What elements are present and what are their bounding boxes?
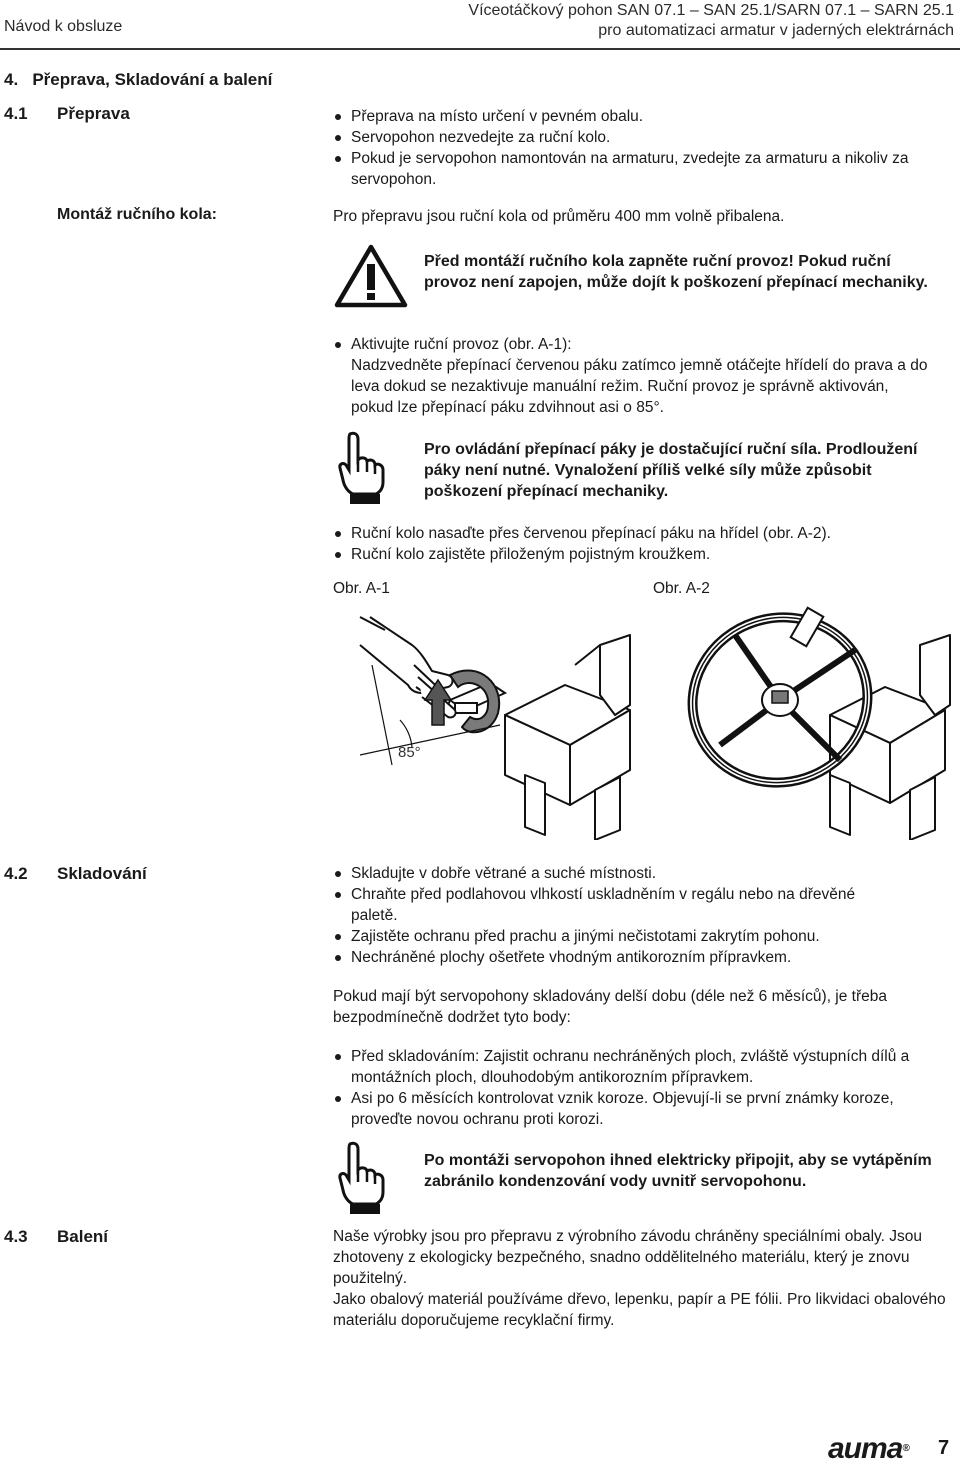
step-list [333, 334, 933, 355]
figure-a1-illustration [330, 605, 640, 840]
list-item: Přeprava na místo určení v pevném obalu. [333, 106, 933, 127]
list-item: Aktivujte ruční provoz (obr. A-1): [333, 334, 933, 355]
list-item: Pokud je servopohon namontován na armaturu, zvedejte za armaturu a nikoliv za servopohon. [333, 148, 933, 190]
warning-text: Před montáží ručního kola zapněte ruční provoz! Pokud ruční provoz není zapojen, může dojít k poškození přepínací mechaniky. [424, 253, 928, 291]
registered-mark: ® [902, 1443, 909, 1454]
list-item: Chraňte před podlahovou vlhkostí uskladněním v regálu nebo na dřevěné paletě. [333, 884, 893, 926]
angle-label: 85° [398, 744, 421, 761]
packaging-disposal-text: Jako obalový materiál používáme dřevo, lepenku, papír a PE fólii. Pro likvidaci obalového materiálu doporučujeme recyklační firmy. [333, 1291, 946, 1329]
handwheel-label: Montáž ručního kola: [57, 206, 217, 223]
list-item: Ruční kolo nasaďte přes červenou přepínací páku na hřídel (obr. A-2). [333, 523, 933, 544]
mounting-list [333, 523, 933, 565]
handwheel-intro: Pro přepravu jsou ruční kola od průměru 400 mm volně přibalena. [333, 208, 785, 225]
list-item: Servopohon nezvedejte za ruční kolo. [333, 127, 933, 148]
brand-logo [828, 1434, 909, 1464]
section-4-1-title: Přeprava [57, 104, 130, 123]
section-title: 4. Přeprava, Skladování a balení [4, 70, 273, 89]
note-text: Pro ovládání přepínací páky je dostačující ruční síla. Prodloužení páky není nutné. Vynaložení příliš velké síly může způsobit poškození přepínací mechaniky. [424, 441, 918, 500]
section-4-3-number: 4.3 [4, 1227, 28, 1246]
warning-icon [334, 244, 408, 308]
figure-a2-label: Obr. A-2 [653, 580, 710, 597]
page-number: 7 [938, 1437, 950, 1459]
list-item: Zajistěte ochranu před prachu a jinými nečistotami zakrytím pohonu. [333, 926, 893, 947]
list-item: Nechráněné plochy ošetřete vhodným antikorozním přípravkem. [333, 947, 893, 968]
longterm-storage-list [333, 1046, 933, 1130]
pointing-hand-icon [336, 1140, 388, 1216]
storage-paragraph: Pokud mají být servopohony skladovány delší dobu (déle než 6 měsíců), je třeba bezpodmínečně dodržet tyto body: [333, 988, 888, 1026]
figure-a1-label: Obr. A-1 [333, 580, 390, 597]
packaging-text: Naše výrobky jsou pro přepravu z výrobního závodu chráněny speciálními obaly. Jsou zhotoveny z ekologicky bezpečného, snadno oddělitelného materiálu, který je znovu použitelný. [333, 1228, 923, 1287]
section-4-1-number: 4.1 [4, 104, 28, 123]
list-item: Před skladováním: Zajistit ochranu nechráněných ploch, zvláště výstupních dílů a montážních ploch, dlouhodobým antikorozním přípravkem. [333, 1046, 933, 1088]
connection-note: Po montáži servopohon ihned elektricky připojit, aby se vytápěním zabránilo kondenzování vody uvnitř servopohonu. [424, 1152, 932, 1190]
transport-list [333, 106, 933, 190]
header-left: Návod k obsluze [4, 18, 123, 35]
header-title: Víceotáčkový pohon SAN 07.1 – SAN 25.1/SARN 07.1 – SARN 25.1 [468, 2, 954, 19]
brand-name: auma [828, 1432, 903, 1465]
list-item: Ruční kolo zajistěte přiloženým pojistným kroužkem. [333, 544, 933, 565]
section-4-2-number: 4.2 [4, 864, 28, 883]
list-item: Asi po 6 měsících kontrolovat vznik koroze. Objevují-li se první známky koroze, proveďte novou ochranu proti korozi. [333, 1088, 933, 1130]
storage-list [333, 863, 893, 968]
section-4-2-title: Skladování [57, 864, 147, 883]
figure-a2-illustration [680, 605, 960, 840]
header-subtitle: pro automatizaci armatur v jaderných elektrárnách [598, 22, 954, 39]
pointing-hand-icon [336, 430, 388, 506]
step-description: Nadzvedněte přepínací červenou páku zatímco jemně otáčejte hřídelí do prava a do leva dokud se nezaktivuje manuální režim. Ruční provoz je správně aktivován, pokud lze přepínací páku zdvihnout asi o 85°. [351, 357, 928, 416]
list-item: Skladujte v dobře větrané a suché místnosti. [333, 863, 893, 884]
header-rule [0, 48, 960, 50]
section-4-3-title: Balení [57, 1227, 109, 1246]
